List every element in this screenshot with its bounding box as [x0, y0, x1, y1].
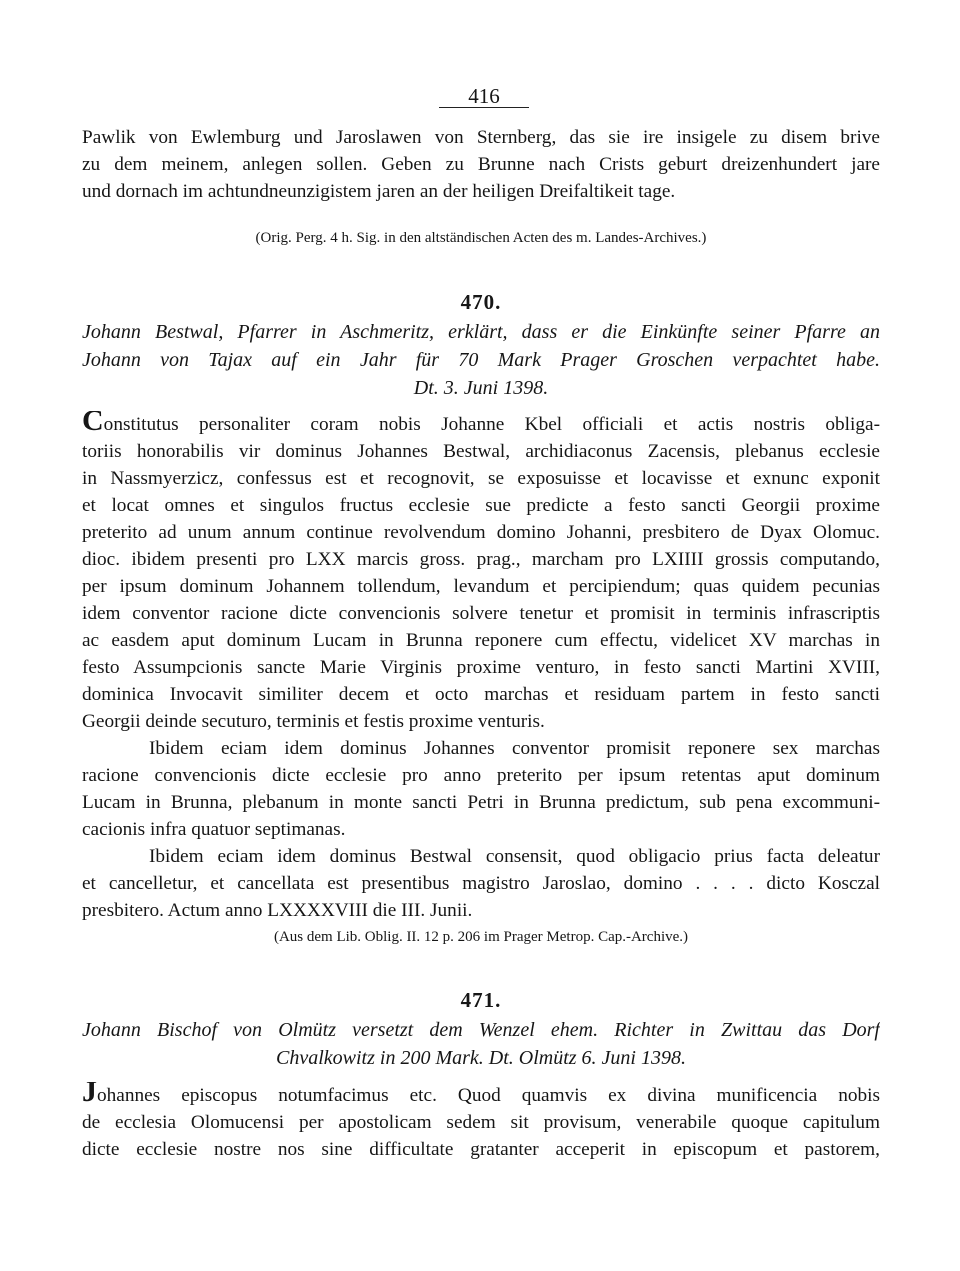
first-line-text: onstitutus personaliter coram nobis Johanne Kbel officiali et actis nostris obliga- — [103, 414, 880, 435]
text-line: festo Assumpcionis sancte Marie Virginis proxime venturo, in festo sancti Martini XVIII, — [82, 657, 880, 678]
text-line: Ibidem eciam idem dominus Bestwal consensit, quod obligacio prius facta deleatur — [149, 846, 880, 867]
document-number-471: 471. — [460, 988, 502, 1012]
text-line: zu dem meinem, anlegen sollen. Geben zu Brunne nach Crists geburt dreizenhundert jare — [82, 154, 880, 175]
text-line: cacionis infra quatuor septimanas. — [82, 819, 346, 840]
regest-line: Johann Bischof von Olmütz versetzt dem Wenzel ehem. Richter in Zwittau das Dorf — [82, 1019, 880, 1041]
regest-471 — [82, 1016, 880, 1072]
text-line: idem conventor racione dicte convencionis solvere tenetur et promisit in terminis infrascriptis — [82, 603, 880, 624]
text-line: Georgii deinde secuturo, terminis et festis proxime venturis. — [82, 711, 545, 732]
text-line: toriis honorabilis vir dominus Johannes Bestwal, archidiaconus Zacensis, plebanus ecclesie — [82, 441, 880, 462]
page-number: 416 — [468, 84, 500, 108]
text-line: per ipsum dominum Johannem tollendum, levandum et percipiendum; quas quidem pecunias — [82, 576, 880, 597]
text-line: Pawlik von Ewlemburg und Jaroslawen von Sternberg, das sie ire insigele zu disem brive — [82, 127, 880, 148]
text-line: et locat omnes et singulos fructus ecclesie sue predicte a festo sancti Georgii proxime — [82, 495, 880, 516]
text-line: und dornach im achtundneunzigistem jaren an der heiligen Dreifaltikeit tage. — [82, 181, 676, 202]
body-text-470 — [82, 411, 880, 924]
text-line: racione convencionis dicte ecclesie pro anno preterito per ipsum retentas aput dominum — [82, 765, 880, 786]
regest-line: Johann von Tajax auf ein Jahr für 70 Mark Prager Groschen verpachtet habe. — [82, 349, 880, 371]
page-number-rule — [439, 107, 529, 108]
source-note-continuation: (Orig. Perg. 4 h. Sig. in den altständischen Acten des m. Landes-Archives.) — [255, 230, 707, 246]
initial-letter: C — [82, 411, 104, 437]
first-line-text: ohannes episcopus notumfacimus etc. Quod quamvis ex divina munificencia nobis — [97, 1085, 880, 1106]
text-line: dicte ecclesie nostre nos sine difficultate gratanter acceperit in episcopum et pastorem, — [82, 1139, 880, 1160]
text-line: et cancelletur, et cancellata est presentibus magistro Jaroslao, domino . . . . dicto Kosczal — [82, 873, 880, 894]
regest-line: Johann Bestwal, Pfarrer in Aschmeritz, erklärt, dass er die Einkünfte seiner Pfarre an — [82, 321, 880, 343]
text-line: dominica Invocavit similiter decem et octo marchas et residuam partem in festo sancti — [82, 684, 880, 705]
text-line: de ecclesia Olomucensi per apostolicam sedem sit provisum, venerabile quoque capitulum — [82, 1112, 880, 1133]
text-line: presbitero. Actum anno LXXXXVIII die III. Junii. — [82, 900, 473, 921]
text-line-first — [82, 1082, 880, 1109]
regest-470 — [82, 318, 880, 402]
text-line-first — [82, 411, 880, 438]
text-line: preterito ad unum annum continue revolvendum domino Johanni, presbitero de Dyax Olomuc. — [82, 522, 880, 543]
body-text-471 — [82, 1082, 880, 1163]
text-line: Lucam in Brunna, plebanum in monte sancti Petri in Brunna predictum, sub pena excommuni- — [82, 792, 880, 813]
text-line: dioc. ibidem presenti pro LXX marcis gross. prag., marcham pro LXIIII grossis computando, — [82, 549, 880, 570]
initial-letter: J — [82, 1082, 97, 1108]
source-note-470: (Aus dem Lib. Oblig. II. 12 p. 206 im Prager Metrop. Cap.-Archive.) — [273, 929, 689, 945]
regest-line: Chvalkowitz in 200 Mark. Dt. Olmütz 6. Juni 1398. — [276, 1047, 686, 1069]
text-line: Ibidem eciam idem dominus Johannes conventor promisit reponere sex marchas — [149, 738, 880, 759]
regest-date: Dt. 3. Juni 1398. — [413, 377, 549, 399]
document-number-470: 470. — [460, 290, 502, 314]
text-line: in Nassmyerzicz, confessus est et recognovit, se exposuisse et locavisse et exnunc exponit — [82, 468, 880, 489]
text-line: ac easdem aput dominum Lucam in Brunna reponere cum effectu, videlicet XV marchas in — [82, 630, 880, 651]
continuation-text — [82, 124, 880, 205]
